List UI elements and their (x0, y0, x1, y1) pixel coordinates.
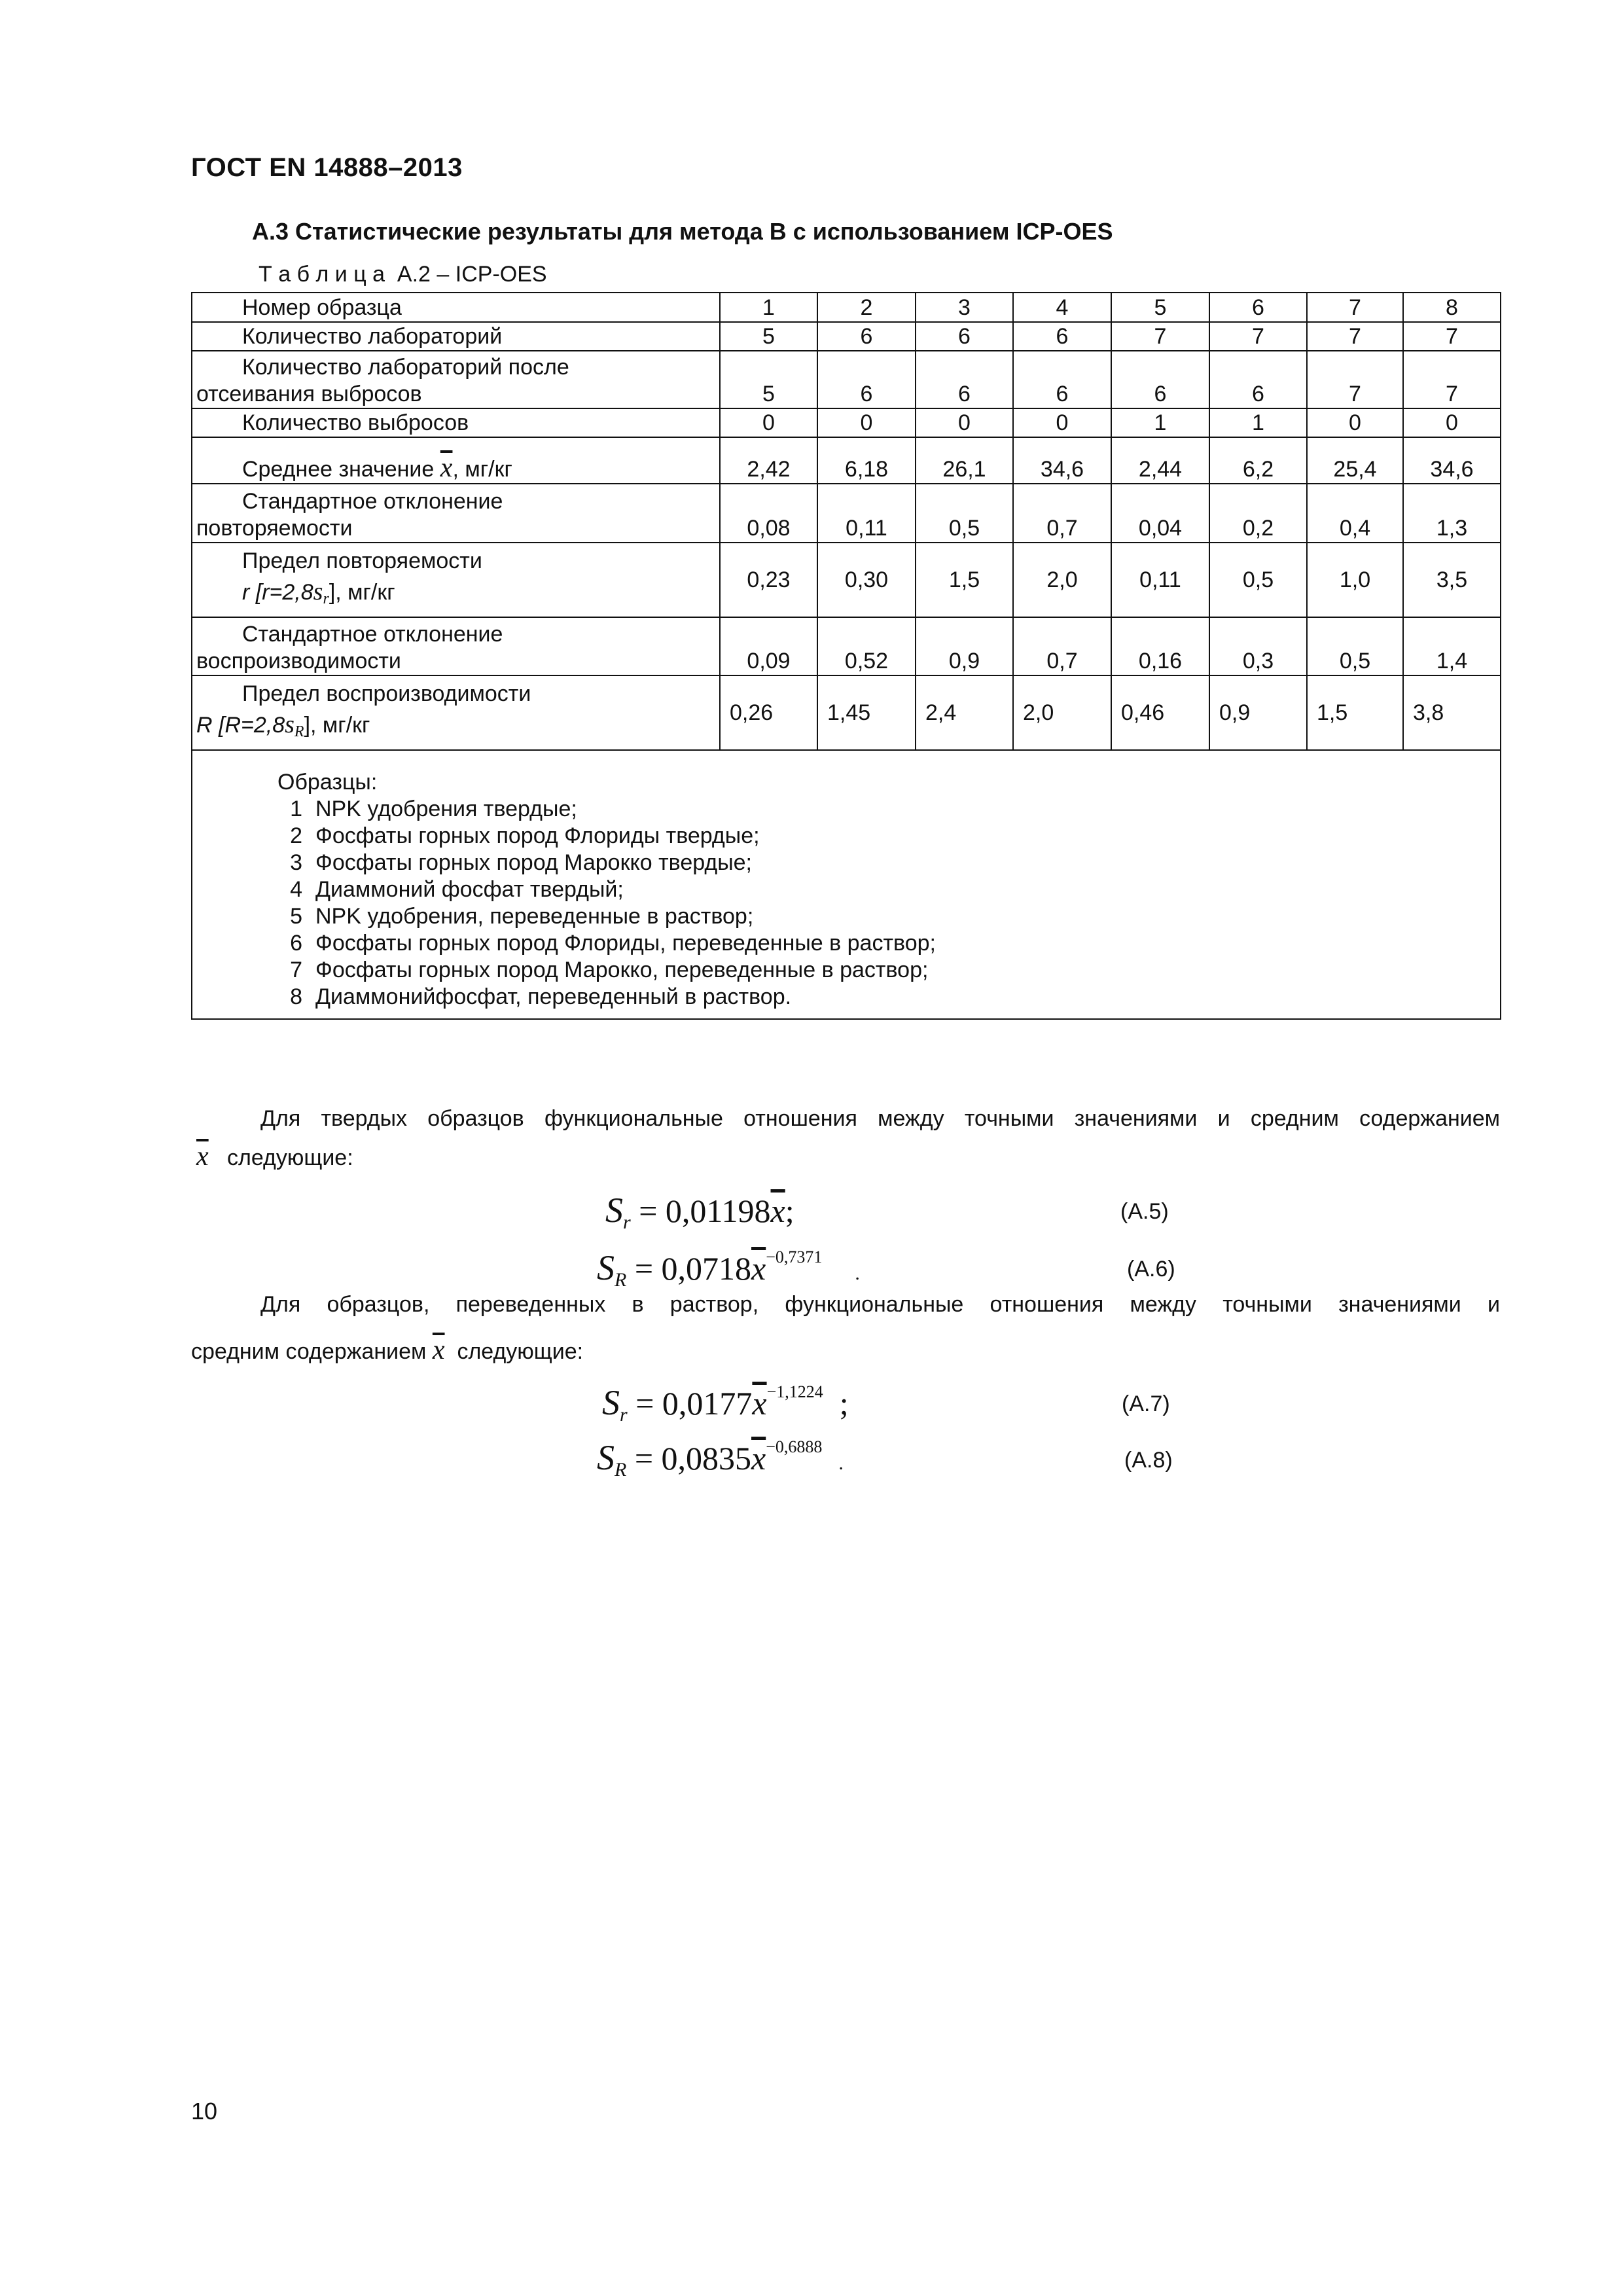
table-row (192, 675, 1501, 750)
table-cell: 7 (1307, 293, 1403, 322)
table-cell: 2,44 (1111, 437, 1209, 484)
sample-item: 4 Диаммоний фосфат твердый; (290, 877, 624, 902)
table-cell: 0,7 (1013, 617, 1111, 675)
x-mean-symbol: $\overline{x}$ (432, 1335, 445, 1365)
table-cell: 1,4 (1403, 617, 1501, 675)
table-cell: 0,08 (720, 484, 817, 543)
table-cell: 0,11 (817, 484, 916, 543)
table-caption: Т а б л и ц а А.2 – ICP-OES (259, 262, 547, 287)
table-row (192, 437, 1501, 484)
table-cell: 7 (1111, 322, 1209, 351)
formula-a6: $S_R = 0,0718\overline{x}^{-0,7371}$ . (597, 1247, 860, 1291)
table-cell: 7 (1307, 351, 1403, 408)
paragraph-dissolved-samples: Для образцов, переведенных в раствор, функциональные отношения между точными значениями и (260, 1292, 1500, 1317)
table-cell: 0,5 (916, 484, 1013, 543)
paragraph-solid-samples-cont: $\overline{x}$ следующие: (196, 1141, 353, 1172)
table-cell: 0,9 (1209, 675, 1307, 750)
formula-a8: $S_R = 0,0835\overline{x}^{-0,6888}$ . (597, 1437, 844, 1480)
table-cell: 6,18 (817, 437, 916, 484)
row-label: Стандартное отклонение воспроизводимости (192, 617, 720, 675)
table-cell: 8 (1403, 293, 1501, 322)
table-cell: 1 (1209, 408, 1307, 437)
table-cell: 2,0 (1013, 675, 1111, 750)
table-cell: 1,3 (1403, 484, 1501, 543)
table-cell: 1 (720, 293, 817, 322)
table-cell: 0,11 (1111, 543, 1209, 617)
equation-number: (А.8) (1124, 1448, 1173, 1473)
page-number: 10 (191, 2098, 218, 2125)
table-cell: 6 (916, 322, 1013, 351)
table-cell: 7 (1403, 351, 1501, 408)
row-label: Среднее значение $\overline{x}$, мг/кг (192, 437, 720, 484)
table-cell: 34,6 (1013, 437, 1111, 484)
samples-title: Образцы: (277, 770, 378, 795)
table-cell: 6,2 (1209, 437, 1307, 484)
row-label: Предел воспроизводимости R $[R=2,8s_R]$, мг/кг (192, 675, 720, 750)
table-cell: 0 (1013, 408, 1111, 437)
sample-item: 3 Фосфаты горных пород Марокко твердые; (290, 850, 753, 875)
formula-a7: $S_r = 0,0177\overline{x}^{-1,1224}$ ; (602, 1382, 849, 1426)
results-table (191, 292, 1501, 1020)
table-row (192, 617, 1501, 675)
row-label: Стандартное отклонение повторяемости (192, 484, 720, 543)
formula-a5: $S_r = 0,01198\overline{x}$; (605, 1191, 794, 1233)
table-cell: 6 (1209, 293, 1307, 322)
table-cell: 0,3 (1209, 617, 1307, 675)
equation-number: (А.5) (1120, 1199, 1169, 1224)
row-label: Номер образца (192, 293, 720, 322)
table-cell: 0 (916, 408, 1013, 437)
table-cell: 0,09 (720, 617, 817, 675)
sample-item: 7 Фосфаты горных пород Марокко, переведенные в раствор; (290, 958, 929, 982)
row-label: Количество лабораторий после отсеивания выбросов (192, 351, 720, 408)
table-cell: 1,45 (817, 675, 916, 750)
samples-legend (192, 750, 1501, 1019)
equation-number: (А.7) (1122, 1391, 1170, 1416)
table-cell: 0,04 (1111, 484, 1209, 543)
table-cell: 0,46 (1111, 675, 1209, 750)
table-cell: 2 (817, 293, 916, 322)
table-cell: 1,5 (1307, 675, 1403, 750)
table-cell: 1,0 (1307, 543, 1403, 617)
table-cell: 0,9 (916, 617, 1013, 675)
paragraph-solid-samples: Для твердых образцов функциональные отношения между точными значениями и средним содержанием (260, 1106, 1500, 1131)
table-cell: 6 (817, 351, 916, 408)
table-cell: 1 (1111, 408, 1209, 437)
table-cell: 0 (1307, 408, 1403, 437)
table-cell: 0,4 (1307, 484, 1403, 543)
paragraph-dissolved-samples-cont: средним содержанием $\overline{x}$ следующие: (191, 1335, 584, 1365)
samples-row (192, 750, 1501, 1019)
table-cell: 34,6 (1403, 437, 1501, 484)
row-label: Количество выбросов (192, 408, 720, 437)
table-row (192, 322, 1501, 351)
section-title: А.3 Статистические результаты для метода В с использованием ICP-OES (252, 218, 1113, 245)
table-cell: 3 (916, 293, 1013, 322)
table-row (192, 408, 1501, 437)
sample-item: 1 NPK удобрения твердые; (290, 797, 577, 821)
row-label: Количество лабораторий (192, 322, 720, 351)
table-cell: 0,2 (1209, 484, 1307, 543)
table-cell: 0,16 (1111, 617, 1209, 675)
sample-item: 5 NPK удобрения, переведенные в раствор; (290, 904, 754, 929)
table-cell: 2,4 (916, 675, 1013, 750)
document-header: ГОСТ EN 14888–2013 (191, 153, 463, 182)
table-cell: 5 (1111, 293, 1209, 322)
x-mean-symbol: $\overline{x}$ (196, 1141, 209, 1172)
table-cell: 5 (720, 322, 817, 351)
equation-number: (А.6) (1127, 1257, 1175, 1282)
table-cell: 6 (1111, 351, 1209, 408)
table-row (192, 484, 1501, 543)
sample-item: 6 Фосфаты горных пород Флориды, переведенные в раствор; (290, 931, 936, 956)
table-cell: 4 (1013, 293, 1111, 322)
table-cell: 2,0 (1013, 543, 1111, 617)
x-mean-symbol: $\overline{x}$ (440, 453, 453, 483)
table-cell: 0 (1403, 408, 1501, 437)
table-cell: 6 (1209, 351, 1307, 408)
table-cell: 7 (1209, 322, 1307, 351)
table-cell: 7 (1403, 322, 1501, 351)
table-cell: 3,8 (1403, 675, 1501, 750)
table-cell: 0 (817, 408, 916, 437)
row-label: Предел повторяемости r $[r=2,8s_r]$, мг/кг (192, 543, 720, 617)
table-cell: 6 (817, 322, 916, 351)
table-cell: 0,30 (817, 543, 916, 617)
table-cell: 0,23 (720, 543, 817, 617)
table-cell: 25,4 (1307, 437, 1403, 484)
table-cell: 0,5 (1209, 543, 1307, 617)
table-row (192, 351, 1501, 408)
table-cell: 3,5 (1403, 543, 1501, 617)
table-cell: 6 (916, 351, 1013, 408)
sample-item: 8 Диаммонийфосфат, переведенный в раствор. (290, 984, 792, 1009)
table-cell: 5 (720, 351, 817, 408)
table-cell: 1,5 (916, 543, 1013, 617)
table-row (192, 293, 1501, 322)
table-cell: 7 (1307, 322, 1403, 351)
table-cell: 26,1 (916, 437, 1013, 484)
table-cell: 2,42 (720, 437, 817, 484)
table-cell: 0,26 (720, 675, 817, 750)
table-cell: 0,7 (1013, 484, 1111, 543)
table-cell: 0 (720, 408, 817, 437)
table-cell: 0,52 (817, 617, 916, 675)
table-cell: 6 (1013, 351, 1111, 408)
table-cell: 0,5 (1307, 617, 1403, 675)
table-row (192, 543, 1501, 617)
table-cell: 6 (1013, 322, 1111, 351)
sample-item: 2 Фосфаты горных пород Флориды твердые; (290, 823, 760, 848)
